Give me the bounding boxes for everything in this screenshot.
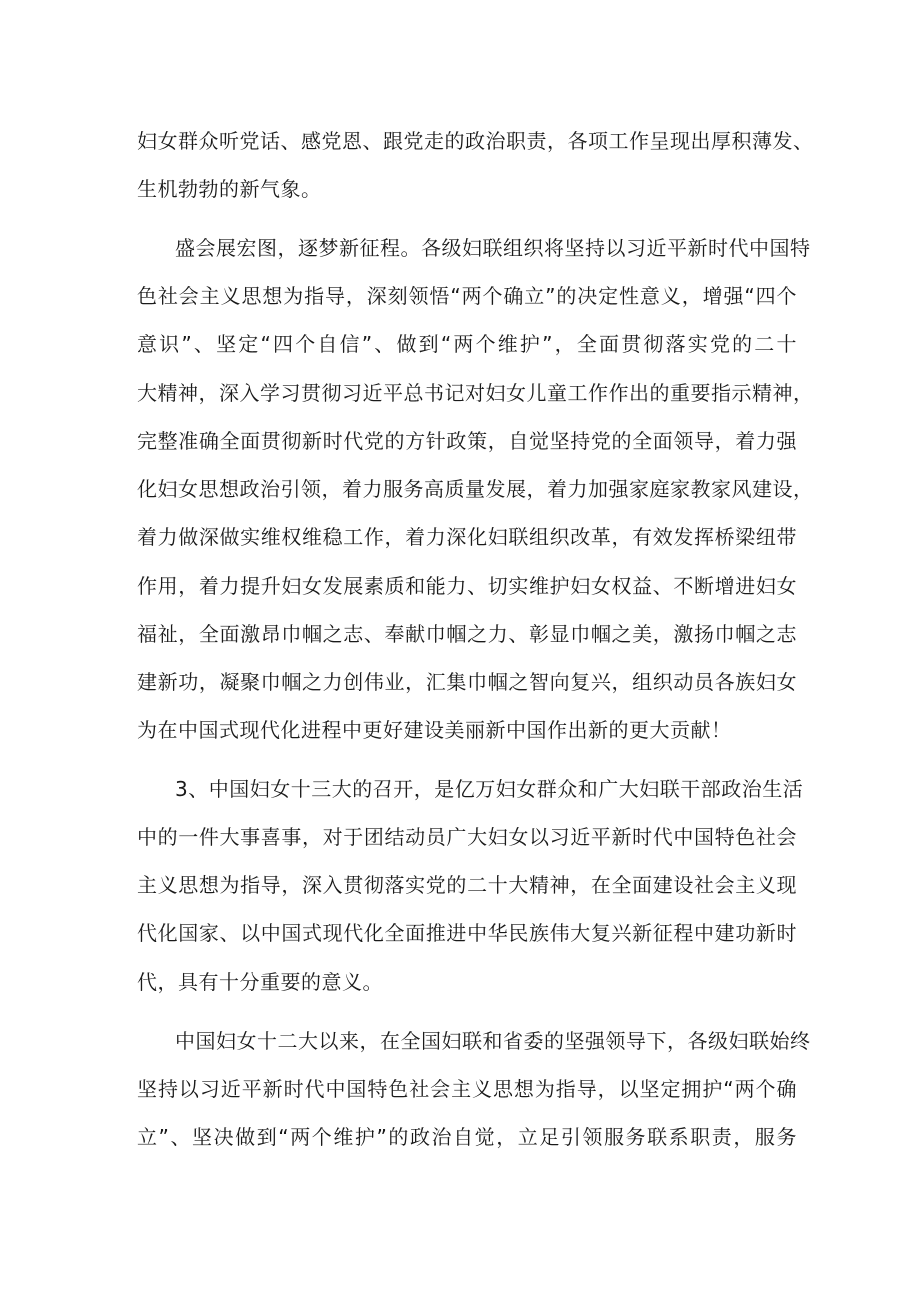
paragraph-1-line-2: 生机勃勃的新气象。 — [137, 177, 322, 201]
paragraph-4-line-1: 中国妇女十二大以来，在全国妇联和省委的坚强领导下，各级妇联始终 — [175, 1029, 811, 1053]
paragraph-2-line-10: 建新功，凝聚巾帼之力创伟业，汇集巾帼之智向复兴，组织动员各族妇女 — [137, 670, 797, 694]
paragraph-2-line-1: 盛会展宏图，逐梦新征程。各级妇联组织将坚持以习近平新时代中国特 — [175, 236, 811, 260]
paragraph-3-line-1: 3、中国妇女十三大的召开，是亿万妇女群众和广大妇联干部政治生活 — [175, 777, 804, 801]
paragraph-1-line-1: 妇女群众听党话、感党恩、跟党走的政治职责，各项工作呈现出厚积薄发、 — [137, 129, 814, 153]
paragraph-4-line-3: 立”、坚决做到“两个维护”的政治自觉，立足引领服务联系职责，服务 — [137, 1125, 797, 1149]
paragraph-2-line-6: 化妇女思想政治引领，着力服务高质量发展，着力加强家庭家教家风建设， — [137, 477, 814, 501]
paragraph-2-line-8: 作用，着力提升妇女发展素质和能力、切实维护妇女权益、不断增进妇女 — [137, 574, 797, 598]
paragraph-3-line-5: 代，具有十分重要的意义。 — [137, 970, 383, 994]
paragraph-3-line-3: 主义思想为指导，深入贯彻落实党的二十大精神，在全面建设社会主义现 — [137, 873, 797, 897]
paragraph-2-line-3: 意识”、坚定“四个自信”、做到“两个维护”，全面贯彻落实党的二十 — [137, 332, 797, 356]
paragraph-3-line-4: 代化国家、以中国式现代化全面推进中华民族伟大复兴新征程中建功新时 — [137, 921, 797, 945]
paragraph-2-line-9: 福祉，全面激昂巾帼之志、奉献巾帼之力、彰显巾帼之美，激扬巾帼之志 — [137, 622, 797, 646]
paragraph-2-line-2: 色社会主义思想为指导，深刻领悟“两个确立”的决定性意义，增强“四个 — [137, 284, 797, 308]
paragraph-2-line-11: 为在中国式现代化进程中更好建设美丽新中国作出新的更大贡献！ — [137, 718, 732, 742]
paragraph-3-line-2: 中的一件大事喜事，对于团结动员广大妇女以习近平新时代中国特色社会 — [137, 825, 797, 849]
paragraph-2-line-4: 大精神，深入学习贯彻习近平总书记对妇女儿童工作作出的重要指示精神， — [137, 381, 814, 405]
paragraph-2-line-5: 完整准确全面贯彻新时代党的方针政策，自觉坚持党的全面领导，着力强 — [137, 429, 797, 453]
paragraph-4-line-2: 坚持以习近平新时代中国特色社会主义思想为指导，以坚定拥护“两个确 — [137, 1077, 797, 1101]
paragraph-2-line-7: 着力做深做实维权维稳工作，着力深化妇联组织改革，有效发挥桥梁纽带 — [137, 525, 797, 549]
